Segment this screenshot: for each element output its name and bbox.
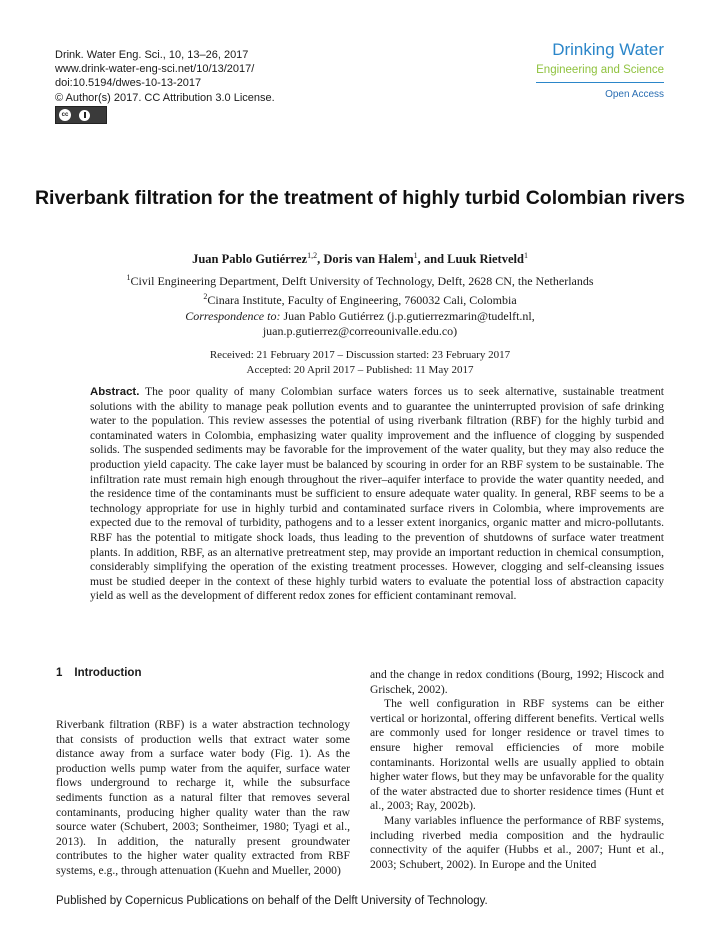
abstract-text: The poor quality of many Colombian surface waters forces us to seek alternative, sustainable treatment solutions with the ability to manage peak pollution events and to guarantee the uninterrupted provision of safe drinking water to the population. This review assesses the potential of using riverbank filtration (RBF) for the highly turbid and contaminated waters in Colombia, emphasizing water quality improvement and the influence of clogging by suspended solids. The suspended sediments may be favorable for the improvement of the water quality, but they may also reduce the production yield capacity. The cake layer must be balanced by scouring in order for an RBF system to be sustainable. The infiltration rate must remain high enough throughout the river–aquifer interface to provide the water quantity needed, and the residence time of the contaminants must be sufficient to ensure adequate water quality. In general, RBF seems to be a technology appropriate for use in highly turbid and contaminated surface rivers in Colombia, where improvements are expected due to the removal of turbidity, pathogens and to a lesser extent inorganics, organic matter and micro-pollutants. RBF has the potential to mitigate shock loads, thus leading to the prevention of shutdowns of surface water treatment plants. In addition, RBF, as an alternative pretreatment step, may provide an important reduction in chemical consumption, considerably simplifying the operation of the existing treatment processes. However, clogging and self-cleansing issues must be studied deeper in the context of these highly turbid waters to evaluate the potential loss of abstraction capacity yield as well as the development of different redox zones for efficient contaminant removal.	[90, 385, 664, 603]
open-access-label: Open Access	[605, 89, 664, 100]
affiliation: $^1$Civil Engineering Department, Delft University of Technology, Delft, 2628 CN, the Netherlands	[126, 273, 594, 288]
author-list: Juan Pablo Gutiérrez$^{1,2}$, Doris van Halem$^1$, and Luuk Rietveld$^1$	[192, 251, 528, 267]
paragraph: Riverbank filtration (RBF) is a water abstraction technology that consists of production wells that extract water some distance away from a surface water body (Fig. 1). As the production wells pump water from the aquifer, surface water flows underground to recharge it, while the subsurface sediments function as a natural filter that removes several contaminants, producing higher quality water than the raw source water (Schubert, 2003; Sontheimer, 1980; Tyagi et al., 2013). In addition, the naturally present groundwater contributes to the higher water quality extracted from RBF systems, e.g., through attenuation (Kuehn and Mueller, 2000)	[56, 718, 350, 877]
section-title: Introduction	[74, 667, 142, 679]
citation: Drink. Water Eng. Sci., 10, 13–26, 2017	[55, 49, 249, 61]
logo-title: Drinking Water	[552, 40, 664, 59]
body-column-right	[370, 668, 664, 872]
author-affil-marker: 1,2	[307, 251, 318, 260]
paragraph: The well configuration in RBF systems can be either vertical or horizontal, offering different benefits. Vertical wells are commonly used for longer residence or travel times to ensure higher removal efficiencies of more mobile contaminants. Horizontal wells are usually applied to obtain higher water flows, but they may be unfavorable for the quality of the water abstracted due to shorter residence times (Hunt et al., 2003; Ray, 2002b).	[370, 697, 664, 813]
abstract	[90, 385, 664, 604]
author-affil-marker: 1	[413, 251, 418, 260]
dates-line2: Accepted: 20 April 2017 – Published: 11 May 2017	[246, 364, 474, 376]
journal-citation-block	[55, 48, 275, 105]
author-name: Juan Pablo Gutiérrez	[192, 252, 308, 267]
paragraph: Many variables influence the performance of RBF systems, including riverbed media composition and the hydraulic connectivity of the aquifer (Hubbs et al., 2007; Hunt et al., 2003; Schubert, 2002). In Europe and the United	[370, 813, 664, 871]
publisher-footer: Published by Copernicus Publications on behalf of the Delft University of Technology.	[56, 895, 488, 907]
section-heading-introduction	[56, 667, 141, 679]
correspondence-line1[interactable]: Juan Pablo Gutiérrez (j.p.gutierrezmarin@tudelft.nl,	[280, 309, 535, 323]
affiliations	[0, 270, 720, 308]
affiliation: $^2$Cinara Institute, Faculty of Engineering, 760032 Cali, Colombia	[203, 292, 517, 307]
paragraph: and the change in redox conditions (Bourg, 1992; Hiscock and Grischek, 2002).	[370, 668, 664, 696]
correspondence	[0, 309, 720, 339]
author-affil-marker: 1	[523, 251, 528, 260]
logo-subtitle: Engineering and Science	[536, 62, 664, 83]
section-number: 1	[56, 667, 63, 679]
publication-dates	[0, 348, 720, 378]
cc-icon: cc	[59, 109, 71, 121]
license-text: © Author(s) 2017. CC Attribution 3.0 License.	[55, 91, 275, 104]
author-name: Doris van Halem	[323, 252, 414, 267]
attribution-person-icon	[79, 110, 90, 121]
correspondence-line2[interactable]: juan.p.gutierrez@correounivalle.edu.co)	[262, 324, 458, 338]
abstract-label: Abstract.	[90, 386, 140, 398]
journal-url[interactable]: www.drink-water-eng-sci.net/10/13/2017/	[55, 63, 255, 76]
cc-by-license-badge[interactable]	[55, 106, 107, 124]
paper-title: Riverbank filtration for the treatment of highly turbid Colombian rivers	[34, 187, 686, 209]
body-column-left	[56, 718, 350, 879]
doi[interactable]: doi:10.5194/dwes-10-13-2017	[55, 77, 202, 90]
dates-line1: Received: 21 February 2017 – Discussion started: 23 February 2017	[209, 349, 511, 361]
correspondence-label: Correspondence to:	[185, 309, 281, 323]
journal-logo	[464, 40, 664, 100]
author-name: Luuk Rietveld	[447, 252, 524, 267]
